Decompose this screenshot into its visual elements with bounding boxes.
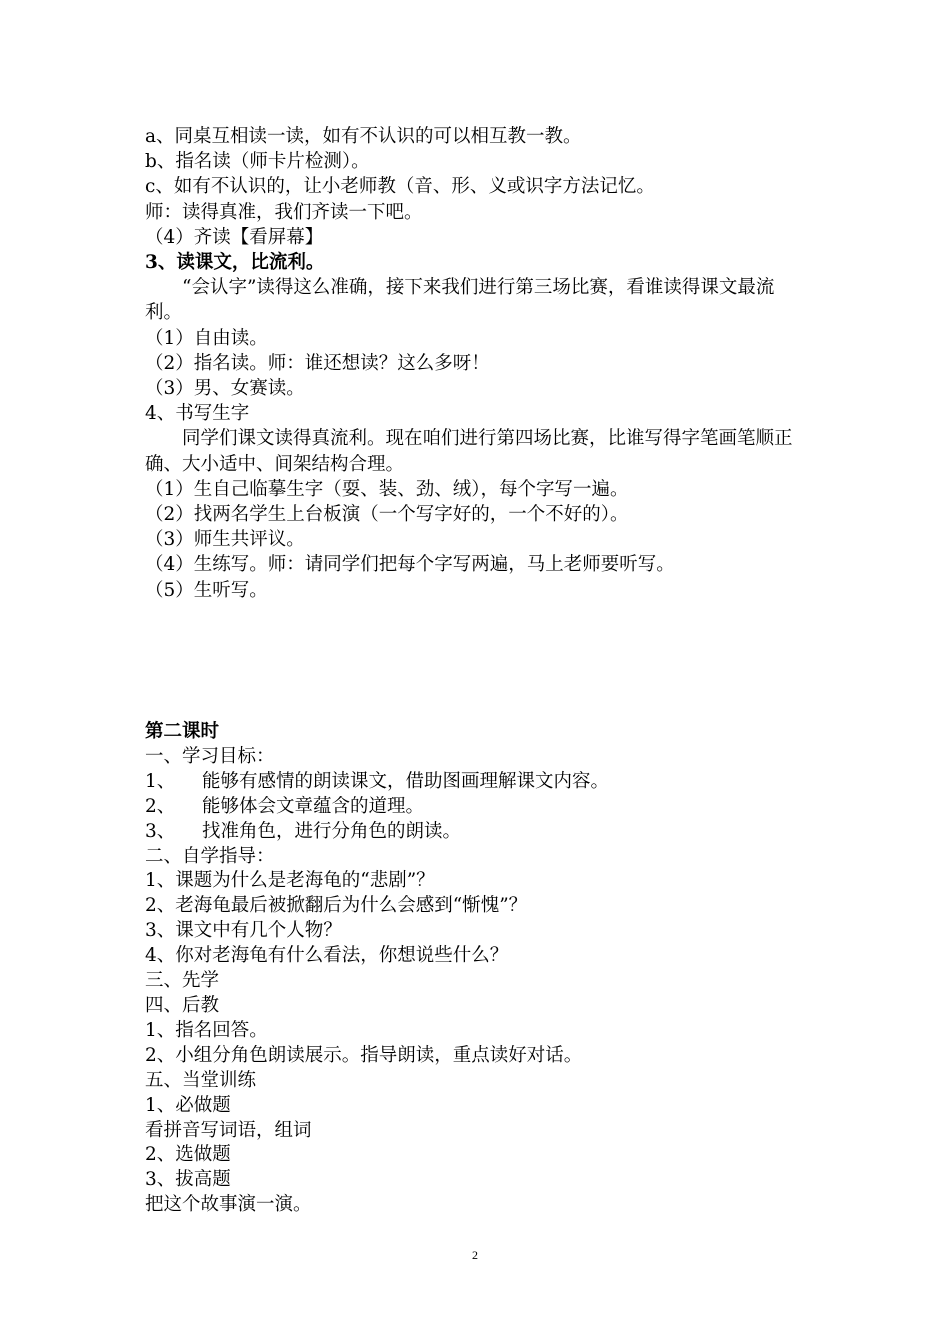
text-line: 师：读得真准，我们齐读一下吧。 — [145, 201, 423, 223]
goals-heading: 一、学习目标： — [145, 745, 275, 767]
list-item: （1）生自己临摹生字（耍、装、劲、绒），每个字写一遍。 — [145, 478, 629, 500]
text-line: a、同桌互相读一读，如有不认识的可以相互教一教。 — [145, 126, 582, 147]
goal-number: 2、 — [145, 795, 176, 817]
practice-item: 2、选做题 — [145, 1144, 231, 1166]
step-4-heading: 4、书写生字 — [145, 403, 250, 425]
list-item: （2）找两名学生上台板演（一个写字好的，一个不好的）。 — [145, 504, 629, 526]
lesson-two — [145, 720, 815, 1218]
goal-text: 找准角色，进行分角色的朗读。 — [202, 820, 462, 842]
guide-item: 3、课文中有几个人物？ — [145, 920, 342, 942]
list-item: （2）指名读。师：谁还想读？这么多呀！ — [145, 352, 490, 374]
list-item: （1）自由读。 — [145, 327, 268, 349]
goal-number: 3、 — [145, 820, 176, 842]
practice-item: 看拼音写词语，组词 — [145, 1119, 312, 1141]
list-item: （3）师生共评议。 — [145, 529, 305, 551]
text-line: b、指名读（师卡片检测）。 — [145, 151, 370, 173]
guide-heading: 二、自学指导： — [145, 845, 275, 867]
houjiao-item: 1、指名回答。 — [145, 1019, 268, 1041]
goal-item — [145, 770, 815, 795]
practice-item: 把这个故事演一演。 — [145, 1194, 312, 1216]
list-item: （5）生听写。 — [145, 579, 268, 601]
goal-item — [145, 795, 815, 820]
list-item: （3）男、女赛读。 — [145, 378, 305, 400]
page-number: 2 — [472, 1248, 478, 1262]
goal-text: 能够体会文章蕴含的道理。 — [202, 795, 425, 817]
houjiao-heading: 四、后教 — [145, 994, 220, 1016]
list-item: （4）生练写。师：请同学们把每个字写两遍，马上老师要听写。 — [145, 554, 675, 576]
guide-item: 4、你对老海龟有什么看法，你想说些什么？ — [145, 945, 509, 967]
step-3-paragraph: “会认字”读得这么准确，接下来我们进行第三场比赛，看谁读得课文最流利。 — [145, 277, 775, 324]
goal-number: 1、 — [145, 770, 176, 792]
step-4-paragraph: 同学们课文读得真流利。现在咱们进行第四场比赛，比谁写得字笔画笔顺正确、大小适中、间架结构合理。 — [145, 428, 793, 475]
practice-item: 1、必做题 — [145, 1094, 231, 1116]
xianxue-heading: 三、先学 — [145, 970, 220, 992]
text-line: （4）齐读【看屏幕】 — [145, 226, 324, 248]
houjiao-item: 2、小组分角色朗读展示。指导朗读，重点读好对话。 — [145, 1044, 583, 1066]
practice-item: 3、拔高题 — [145, 1169, 231, 1191]
lesson-one-continued — [145, 124, 815, 603]
lesson-title: 第二课时 — [145, 721, 220, 742]
goal-item — [145, 820, 815, 845]
step-3-heading: 3、读课文，比流利。 — [145, 252, 325, 274]
practice-heading: 五、当堂训练 — [145, 1069, 257, 1091]
guide-item: 1、课题为什么是老海龟的“悲剧”？ — [145, 870, 435, 892]
goal-text: 能够有感情的朗读课文，借助图画理解课文内容。 — [202, 770, 610, 792]
guide-item: 2、老海龟最后被掀翻后为什么会感到“惭愧”？ — [145, 895, 528, 917]
text-line: c、如有不认识的，让小老师教（音、形、义或识字方法记忆。 — [145, 176, 655, 198]
